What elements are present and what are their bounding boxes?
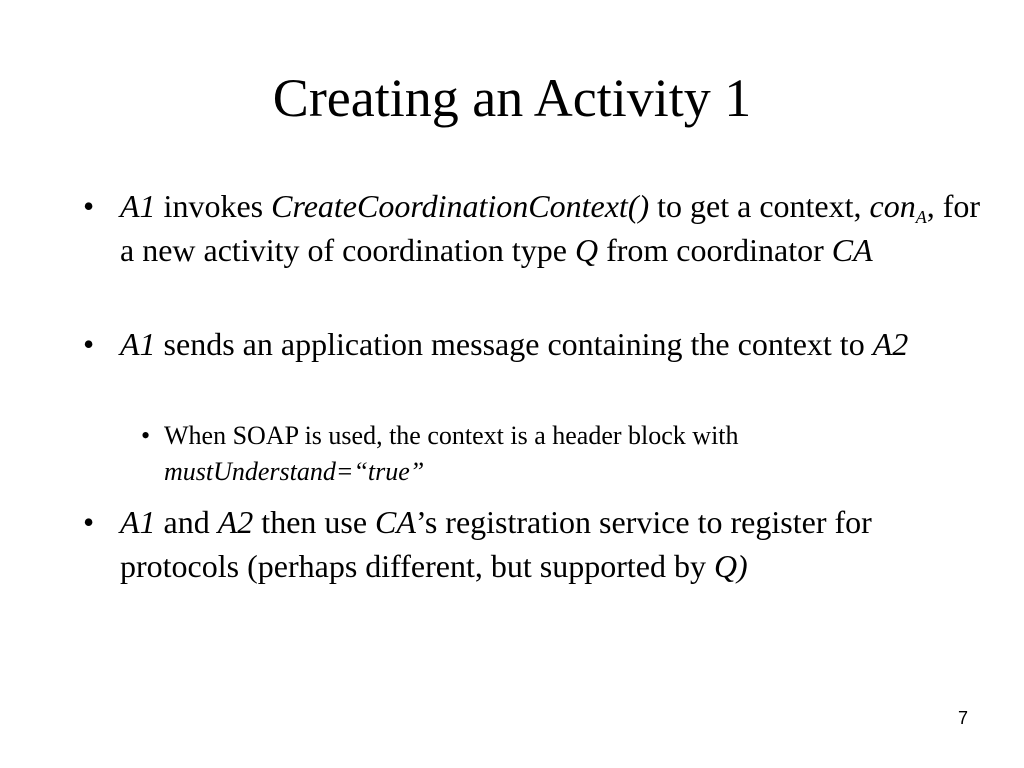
term-a1: A1 — [120, 504, 156, 540]
term-a1: A1 — [120, 326, 156, 362]
bullet-marker: • — [83, 326, 95, 362]
term-a2: A2 — [872, 326, 909, 362]
bullet-text: then use — [253, 504, 376, 540]
term-ca: CA — [375, 504, 416, 540]
sub-bullet-soap — [141, 418, 964, 490]
page-number: 7 — [957, 708, 968, 728]
sub-bullet-marker: • — [141, 421, 151, 450]
term-must-understand: mustUnderstand=“true” — [164, 457, 425, 486]
bullet-text: to get a context, — [649, 188, 870, 224]
bullet-send-message — [83, 322, 980, 366]
bullet-text: ’s registration service to register for protocols (perhaps different, but supported by — [120, 504, 872, 584]
bullet-text: sends an application message containing the context to — [155, 326, 873, 362]
term-q-paren: Q) — [713, 548, 748, 584]
term-a1: A1 — [120, 188, 156, 224]
term-create-coordination-context: CreateCoordinationContext() — [271, 188, 650, 224]
bullet-text: , for a new activity of coordination type — [120, 188, 981, 268]
bullet-marker: • — [83, 188, 95, 224]
term-con-subscript: A — [915, 207, 927, 227]
slide-title: Creating an Activity 1 — [272, 68, 752, 128]
bullet-text: and — [155, 504, 218, 540]
term-ca: CA — [831, 232, 873, 268]
term-q: Q — [574, 232, 599, 268]
sub-bullet-text: When SOAP is used, the context is a header block with — [164, 421, 739, 450]
bullet-text: from coordinator — [598, 232, 832, 268]
term-con: con — [869, 188, 916, 224]
bullet-registration — [83, 500, 980, 588]
bullet-create-context — [83, 184, 981, 272]
bullet-marker: • — [83, 504, 95, 540]
term-a2: A2 — [217, 504, 254, 540]
bullet-text: invokes — [155, 188, 272, 224]
